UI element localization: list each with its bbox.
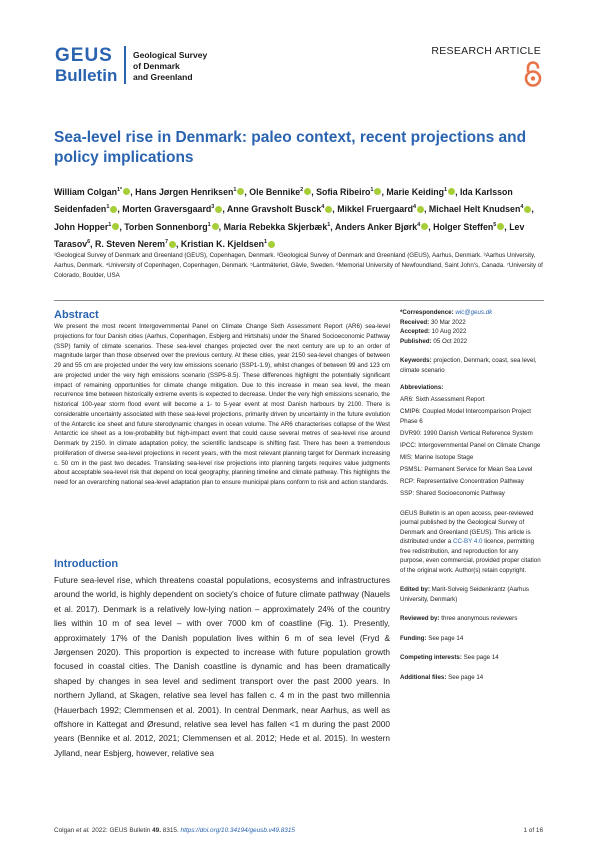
author xyxy=(124,222,218,232)
author xyxy=(386,187,455,197)
abbreviation-item: AR6: Sixth Assessment Report xyxy=(400,396,485,403)
author-affiliation-number: 4 xyxy=(321,204,325,211)
author-affiliation-number: 1 xyxy=(327,221,331,228)
competing-value: See page 14 xyxy=(463,654,499,661)
introduction-text: Future sea-level rise, which threatens coastal populations, ecosystems and infrastructures around the world, is highly dependent on society's choice of future climate pathway (Nauels et al. 2017). Denmark is a relatively low-lying nation – approximately 24% of the country lies within 10 m of sea level – with over 7000 km of coastline (Fig. 1). Presently, approximately 17% of the Danish population lives within 6 m of sea level (Fryd & Jørgensen 2020). This proportion is expected to increase with future population growth focused in coastal cities. The Danish coastline is dynamic and has been dramatically shaped by changes in sea level and sediment transport over the past 2000 years. In northern Jylland, at Skagen, relative sea level has fallen c. 4 m in the past two millennia (Hauerbach 1992; Clemmensen et al. 2001). In central Denmark, near Aarhus, as well as offshore in Kattegat and Øresund, relative sea level has fallen <1 m during the past 2000 years (Bennike et al. 2012, 2021; Clemmensen et al. 2012; Hede et al. 2015). In western Jylland, near Esbjerg, however, relative sea xyxy=(54,575,390,758)
author-affiliation-number: 3 xyxy=(211,204,215,211)
published-label: Published: xyxy=(400,337,432,345)
accepted-label: Accepted: xyxy=(400,328,430,335)
additional-label: Additional files: xyxy=(400,673,447,681)
received-date xyxy=(400,318,542,328)
abbreviation-item: PSMSL: Permanent Service for Mean Sea Level xyxy=(400,465,533,473)
affiliations: ¹Geological Survey of Denmark and Greenland (GEUS), Copenhagen, Denmark. ²Geological Survey of Denmark and Greenland (GEUS), Aarhus, Denmark. ³Aarhus University, Aarhus, Denmark. ⁴University of Copenhagen, Copenhagen, Denmark. ⁵Lantmäteriet, Gävle, Sweden. ⁶Memorial University of Newfoundland, Saint John's, Canada. ⁷University of Colorado, Boulder, USA xyxy=(54,252,543,279)
correspondence-label: *Correspondence: xyxy=(400,309,454,316)
open-access-statement xyxy=(400,509,542,576)
keywords-value: projection, Denmark, coast, sea level, climate scenario xyxy=(400,357,537,374)
abbreviation-item: DVR90: 1990 Danish Vertical Reference System xyxy=(400,429,533,437)
orcid-icon[interactable] xyxy=(237,188,244,195)
author-affiliation-number: 1 xyxy=(108,221,112,228)
orcid-icon[interactable] xyxy=(421,223,428,230)
author-name: William Colgan xyxy=(54,186,117,197)
author-name: Holger Steffen xyxy=(433,221,494,232)
author-affiliation-number: 2 xyxy=(300,187,304,193)
author-name: Hans Jørgen Henriksen xyxy=(135,186,234,197)
footer-citation xyxy=(54,827,295,834)
author-name: John Hopper xyxy=(54,221,109,232)
orcid-icon[interactable] xyxy=(448,188,455,195)
reviewed-by xyxy=(400,614,542,624)
author xyxy=(335,222,428,232)
competing-interests xyxy=(400,653,542,663)
abbreviation-item: CMIP6: Coupled Model Intercomparison Project Phase 6 xyxy=(400,408,532,425)
author-name: Morten Graversgaard xyxy=(122,204,212,215)
publisher-name xyxy=(133,50,253,83)
additional-files xyxy=(400,673,542,683)
correspondence-email[interactable]: wic@geus.dk xyxy=(455,309,493,316)
author-affiliation-number: 1 xyxy=(233,187,237,193)
citation-author: Colgan xyxy=(54,827,75,834)
orcid-icon[interactable] xyxy=(169,241,176,248)
author-affiliation-number: 1 xyxy=(116,187,121,193)
author-name: Maria Rebekka Skjerbæk xyxy=(223,221,328,232)
reviewed-label: Reviewed by: xyxy=(400,615,440,622)
logo-geus: GEUS xyxy=(55,45,113,66)
logo-divider xyxy=(124,46,126,84)
author-name: Sofia Ribeiro xyxy=(316,186,371,197)
received-label: Received: xyxy=(400,318,430,326)
orcid-icon[interactable] xyxy=(112,223,119,230)
reviewed-value: three anonymous reviewers xyxy=(441,615,518,622)
author xyxy=(337,204,424,214)
author xyxy=(429,204,531,214)
publisher-line: of Denmark xyxy=(133,61,180,71)
article-type-label: RESEARCH ARTICLE xyxy=(431,45,541,57)
citation-article-number: 8315. xyxy=(162,827,179,834)
orcid-icon[interactable] xyxy=(110,206,117,213)
author-name: R. Steven Nerem xyxy=(95,239,165,250)
abbreviation-item: MIS: Marine Isotope Stage xyxy=(400,453,474,461)
abbreviations-label: Abbreviations: xyxy=(400,384,444,391)
edited-label: Edited by: xyxy=(400,586,430,593)
funding xyxy=(400,634,542,644)
article-info-sidebar xyxy=(400,308,542,682)
orcid-icon[interactable] xyxy=(374,188,381,195)
funding-label: Funding: xyxy=(400,634,427,642)
introduction-heading: Introduction xyxy=(54,558,119,570)
received-value: 30 Mar 2022 xyxy=(430,318,466,326)
author-name: Anne Gravsholt Busck xyxy=(226,204,322,215)
orcid-icon[interactable] xyxy=(212,223,219,230)
doi-link[interactable]: https://doi.org/10.34194/geusb.v49.8315 xyxy=(180,827,295,834)
keywords-label: Keywords: xyxy=(400,357,432,364)
author-name: Mikkel Fruergaard xyxy=(337,204,413,215)
author-affiliation-number: 4 xyxy=(417,221,421,228)
author xyxy=(122,204,222,214)
citation-volume: 49. xyxy=(152,827,161,834)
author-affiliation-number: 4 xyxy=(520,204,524,211)
abbreviation-item: RCP: Representative Concentration Pathway xyxy=(400,477,524,485)
orcid-icon[interactable] xyxy=(497,223,504,230)
divider xyxy=(54,300,544,301)
accepted-value: 10 Aug 2022 xyxy=(431,328,467,335)
citation-journal: 2022: GEUS Bulletin xyxy=(91,827,151,834)
abbreviation-item: SSP: Shared Socioeconomic Pathway xyxy=(400,489,505,497)
author-name: Marie Keiding xyxy=(386,186,445,197)
author-name: Michael Helt Knudsen xyxy=(428,204,521,215)
author-affiliation-number: 4 xyxy=(412,204,417,211)
author-name: Ida Karlsson Seidenfaden xyxy=(54,186,513,215)
page-number: 1 of 16 xyxy=(523,827,543,834)
orcid-icon[interactable] xyxy=(417,206,424,213)
citation-etal: et al. xyxy=(76,827,90,834)
author-affiliation-number: 7 xyxy=(164,239,169,246)
orcid-icon[interactable] xyxy=(215,206,222,213)
logo-bulletin: Bulletin xyxy=(55,66,118,85)
author-affiliation-number: 6 xyxy=(87,239,91,246)
author xyxy=(54,187,130,197)
author xyxy=(135,187,244,197)
author xyxy=(224,222,331,232)
article-title: Sea-level rise in Denmark: paleo context, recent projections and policy implications xyxy=(54,129,527,166)
author xyxy=(54,222,119,232)
edited-by xyxy=(400,585,542,604)
corresponding-author-mark: * xyxy=(120,187,123,193)
publisher-line: and Greenland xyxy=(133,72,193,82)
published-date xyxy=(400,337,542,347)
author xyxy=(249,187,311,197)
correspondence xyxy=(400,308,542,318)
author-list: William Colgan$^{1*}$ , Hans Jørgen Henriksen$^1$ , Ole Bennike$^2$ , Sofia Ribeiro$^1$ , Marie Keiding$^1$ , Ida Karlsson Seidenfaden$^1$ , Morten Graversgaard$^3$ , Anne Gravsholt Busck$^4$ , Mikkel Fruergaard$^4$ , Michael Helt Knudsen$^4$ , John Hopper$^1$ , Torben Sonnenborg$^1$ , Maria Rebekka Skjerbæk$^1$, Anders Anker Bjørk$^4$ , Holger Steffen$^5$ , Lev Tarasov$^6$, R. Steven Nerem$^7$ , Kristian K. Kjeldsen$^1$ xyxy=(54,186,534,250)
author xyxy=(316,187,381,197)
author-affiliation-number: 1 xyxy=(370,187,374,193)
orcid-icon[interactable] xyxy=(268,241,275,248)
additional-value: See page 14 xyxy=(448,673,484,681)
author-affiliation-number: 1 xyxy=(207,221,211,228)
keywords xyxy=(400,356,542,375)
author-name: Lev Tarasov xyxy=(54,221,525,250)
author-affiliation-number: 1 xyxy=(106,204,110,211)
oa-text: GEUS Bulletin is an open access, peer-reviewed journal published by the Geological Survey of Denmark and Greenland (GEUS). This article is distributed under a xyxy=(400,509,534,545)
orcid-icon[interactable] xyxy=(325,206,332,213)
funding-value: See page 14 xyxy=(428,634,464,642)
orcid-icon[interactable] xyxy=(304,188,311,195)
abstract-text: We present the most recent Intergovernmental Panel on Climate Change Sixth Assessment Report (AR6) sea-level projections for four Danish cities (Aarhus, Copenhagen, Esbjerg and Hirtshals) under the Shared Socioeconomic Pathway (SSP) family of climate scenarios. These sea-level changes projected over the next century are up to an order of magnitude larger than those observed over the previous century. At these cities, year 2150 sea-level changes of between 29 and 55 cm are projected under the very low emissions scenario (SSP1-1.9), whilst changes of between 99 and 123 cm are projected under the very high emissions scenario (SSP5-8.5). These differences highlight the potentially significant impact of remaining opportunities for climate change mitigation. Due to this increase in mean sea level, the mean recurrence time between historically extreme events is expected to decrease. Under the very high emissions scenario, the historical 100-year storm flood event will become a 1- to 5-year event at most Danish harbours by 2100. There is considerable uncertainty associated with these sea-level projections, primarily driven by uncertainty in the future evolution of the Antarctic ice sheet and future sterodynamic changes in ocean volume. The AR6 characterises collapse of the West Antarctic ice sheet as a low-probability but high-impact event that could cause several metres of sea-level rise around Denmark by 2150. In climate adaptation policy, the scientific landscape is shifting fast. There has been a tremendous proliferation of diverse sea-level projections in recent years, with the most relevant planning target for Denmark increasing c. 50 cm in the past two decades. Translating sea-level rise projections into planning targets requires value judgments about acceptable sea-level risk that depend on local geography, planning timeline and climate pathway. This highlights the need for an overarching national sea-level adaptation plan to ensure municipal plans conform to risk and action standards. xyxy=(54,323,390,486)
abbreviations-list xyxy=(400,395,542,498)
abbreviation-item: IPCC: Intergovernmental Panel on Climate Change xyxy=(400,441,541,449)
author xyxy=(95,239,176,249)
competing-label: Competing interests: xyxy=(400,654,462,661)
licence-link[interactable]: CC-BY 4.0 xyxy=(453,538,483,545)
author xyxy=(433,222,504,232)
author-affiliation-number: 1 xyxy=(444,187,448,193)
author xyxy=(181,239,275,249)
author-name: Anders Anker Bjørk xyxy=(334,221,418,232)
publisher-line: Geological Survey xyxy=(133,50,208,60)
published-value: 05 Oct 2022 xyxy=(433,337,468,345)
open-access-lock-icon xyxy=(523,61,543,87)
oa-text: licence, permitting free redistribution, and reproduction for any purpose, even commercial, provided proper citation of the original work. Author(s) retain copyright. xyxy=(400,538,541,574)
orcid-icon[interactable] xyxy=(123,188,130,195)
author xyxy=(227,204,332,214)
orcid-icon[interactable] xyxy=(524,206,531,213)
abstract-heading: Abstract xyxy=(54,309,99,321)
author-name: Kristian K. Kjeldsen xyxy=(180,239,265,250)
author-affiliation-number: 5 xyxy=(493,221,497,228)
author-name: Ole Bennike xyxy=(249,186,301,197)
edited-value: Marit-Solveig Seidenkrantz (Aarhus University, Denmark) xyxy=(400,586,529,603)
author-name: Torben Sonnenborg xyxy=(124,221,208,232)
author-affiliation-number: 1 xyxy=(264,239,268,246)
accepted-date xyxy=(400,327,542,337)
